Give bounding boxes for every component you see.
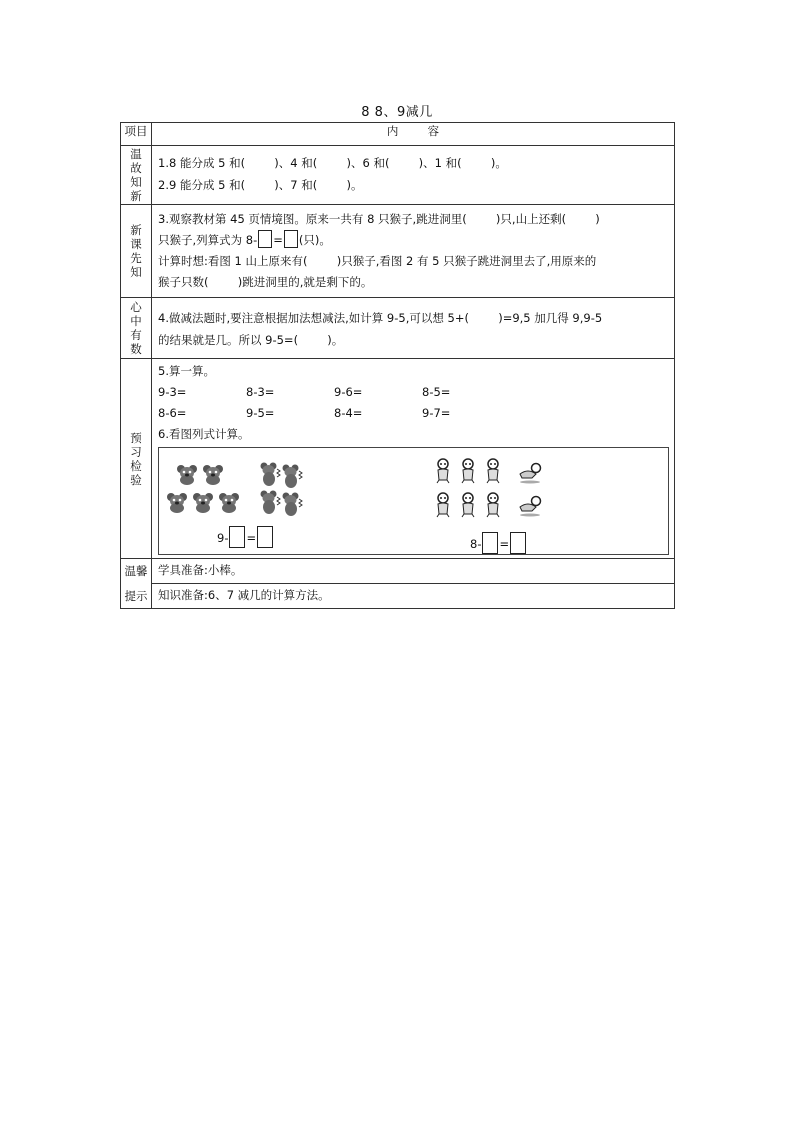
section-new-label: 新 课 先 知 xyxy=(121,205,152,298)
equation-right: 8- = xyxy=(470,532,527,555)
climbing-koala-icon xyxy=(259,461,281,487)
picture-frame xyxy=(158,447,669,555)
calc-item: 9-7= xyxy=(422,406,451,420)
question-2: 2.9 能分成 5 和( )、7 和( )。 xyxy=(158,178,363,192)
calc-item: 8-5= xyxy=(422,385,451,399)
worksheet-table xyxy=(120,122,675,609)
question-5-title: 5.算一算。 xyxy=(158,364,215,378)
section-tips-row-1 xyxy=(121,559,675,584)
section-preview xyxy=(121,359,675,559)
question-1: 1.8 能分成 5 和( )、4 和( )、6 和( )、1 和( )。 xyxy=(158,156,507,170)
section-review-label: 温 故 知 新 xyxy=(121,146,152,205)
climbing-koala-icon xyxy=(281,491,303,517)
monkey-icon xyxy=(433,458,453,484)
equation-left: 9- = xyxy=(217,526,274,549)
question-4-line-2: 的结果就是几。所以 9-5=( )。 xyxy=(158,333,344,347)
jumping-monkey-icon xyxy=(516,495,544,517)
calc-item: 9-6= xyxy=(334,385,363,399)
calc-row-1 xyxy=(158,382,668,403)
tip-1: 学具准备:小棒。 xyxy=(152,559,675,584)
climbing-koala-icon xyxy=(259,489,281,515)
answer-box[interactable] xyxy=(510,532,526,554)
calc-row-2 xyxy=(158,403,668,424)
koala-icon xyxy=(193,491,213,513)
climbing-koala-icon xyxy=(281,463,303,489)
answer-box[interactable] xyxy=(284,230,298,248)
section-tips-row-2 xyxy=(121,584,675,609)
koala-icon xyxy=(177,463,197,485)
koala-icon xyxy=(219,491,239,513)
answer-box[interactable] xyxy=(482,532,498,554)
monkey-icon xyxy=(433,492,453,518)
header-row xyxy=(121,123,675,146)
answer-box[interactable] xyxy=(258,230,272,248)
monkey-icon xyxy=(458,492,478,518)
calc-item: 8-4= xyxy=(334,406,363,420)
calc-item: 9-3= xyxy=(158,385,187,399)
answer-box[interactable] xyxy=(257,526,273,548)
calc-item: 8-6= xyxy=(158,406,187,420)
question-4-line-1: 4.做减法题时,要注意根据加法想减法,如计算 9-5,可以想 5+( )=9,5 加几得 9,9-5 xyxy=(158,311,603,325)
calc-item: 9-5= xyxy=(246,406,275,420)
tip-2: 知识准备:6、7 减几的计算方法。 xyxy=(152,584,675,609)
section-tips-label-top: 温馨 xyxy=(121,559,152,584)
monkey-icon xyxy=(483,458,503,484)
jumping-monkey-icon xyxy=(516,462,544,484)
section-mind xyxy=(121,298,675,359)
section-review xyxy=(121,146,675,205)
header-content: 内 容 xyxy=(152,123,675,146)
page-title: 8 8、9减几 xyxy=(361,105,433,120)
koala-icon xyxy=(167,491,187,513)
section-mind-label: 心 中 有 数 xyxy=(121,298,152,359)
header-item: 项目 xyxy=(121,123,152,146)
question-3-line-1: 3.观察教材第 45 页情境图。原来一共有 8 只猴子,跳进洞里( )只,山上还剩( ) xyxy=(158,212,600,226)
section-preview-label: 预 习 检 验 xyxy=(121,359,152,559)
monkey-icon xyxy=(483,492,503,518)
question-3-line-2: 只猴子,列算式为 8- = (只)。 xyxy=(158,230,668,251)
answer-box[interactable] xyxy=(229,526,245,548)
section-tips-label-bottom: 提示 xyxy=(121,584,152,609)
question-6-title: 6.看图列式计算。 xyxy=(158,427,250,441)
question-3-line-4: 猴子只数( )跳进洞里的,就是剩下的。 xyxy=(158,275,373,289)
koala-icon xyxy=(203,463,223,485)
monkey-icon xyxy=(458,458,478,484)
calc-item: 8-3= xyxy=(246,385,275,399)
section-new xyxy=(121,205,675,298)
question-3-line-3: 计算时想:看图 1 山上原来有( )只猴子,看图 2 有 5 只猴子跳进洞里去了,用原来的 xyxy=(158,254,597,268)
